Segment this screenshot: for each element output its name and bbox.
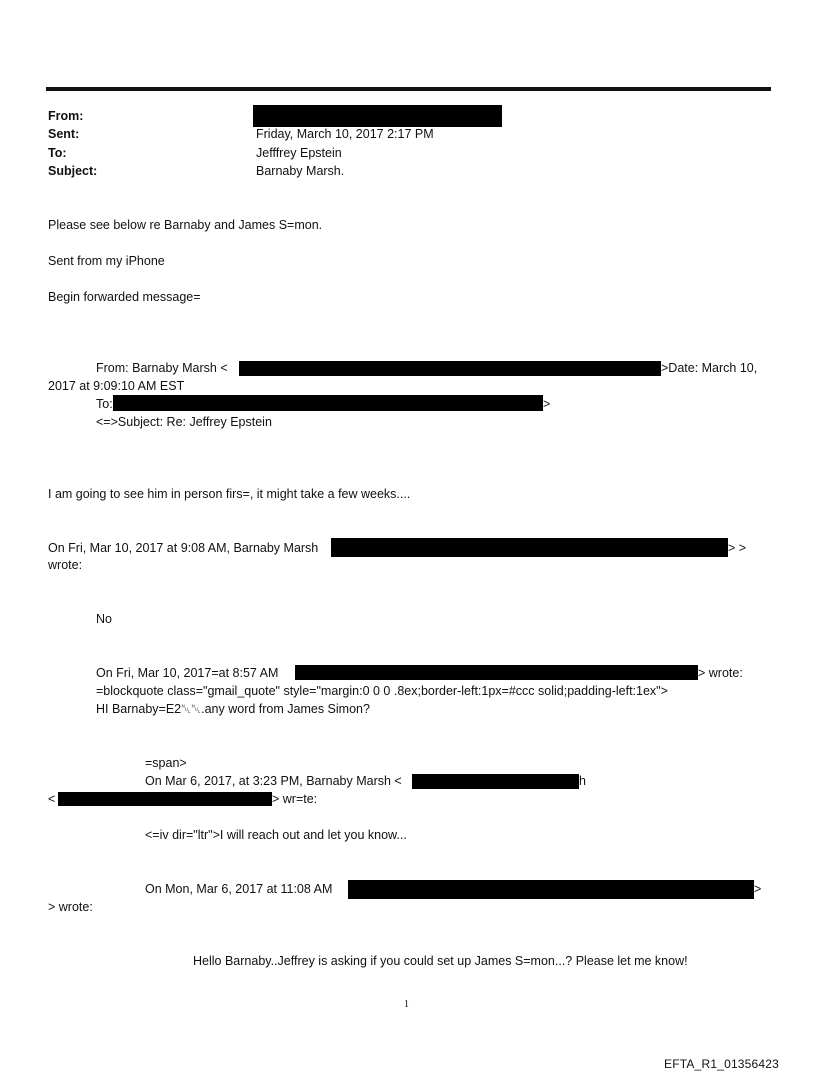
subject-value: Barnaby Marsh. bbox=[256, 164, 345, 178]
page-number: 1 bbox=[404, 999, 409, 1010]
quote1-tail: > > bbox=[728, 541, 747, 555]
reply-text: I am going to see him in person firs=, it might take a few weeks.... bbox=[48, 487, 411, 501]
redaction-quote4 bbox=[348, 880, 754, 899]
quote3-head: On Mar 6, 2017, at 3:23 PM, Barnaby Marsh < bbox=[145, 774, 402, 788]
fwd-to-suffix: > bbox=[543, 397, 551, 411]
header-rule bbox=[46, 87, 771, 91]
from-label: From: bbox=[48, 109, 84, 123]
quote2-head: On Fri, Mar 10, 2017=at 8:57 AM bbox=[96, 666, 279, 680]
sent-from-text: Sent from my iPhone bbox=[48, 254, 165, 268]
fwd-subject: <=>Subject: Re: Jeffrey Epstein bbox=[96, 415, 272, 429]
reach-out-line: <=iv dir="ltr">I will reach out and let you know... bbox=[145, 828, 407, 842]
quote4-tail: > bbox=[754, 882, 762, 896]
quote3-h: h bbox=[579, 774, 586, 788]
quote3-cont-suffix: > wr=te: bbox=[272, 792, 318, 806]
subject-label: Subject: bbox=[48, 164, 98, 178]
to-value: Jefffrey Epstein bbox=[256, 146, 342, 160]
redaction-quote2 bbox=[295, 665, 698, 680]
fwd-to-prefix: To: bbox=[96, 397, 113, 411]
span-line: =span> bbox=[145, 756, 187, 770]
blockquote-line: =blockquote class="gmail_quote" style="margin:0 0 0 .8ex;border-left:1px=#ccc solid;padding-left:1ex"> bbox=[96, 684, 668, 698]
redaction-quote3a bbox=[412, 774, 579, 789]
quote4-head: On Mon, Mar 6, 2017 at 11:08 AM bbox=[145, 882, 333, 896]
redaction-fwd-from bbox=[239, 361, 661, 376]
hello-line: Hello Barnaby..Jeffrey is asking if you could set up James S=mon...? Please let me know! bbox=[193, 954, 688, 968]
begin-forwarded-text: Begin forwarded message= bbox=[48, 290, 201, 304]
fwd-date-cont: 2017 at 9:09:10 AM EST bbox=[48, 379, 185, 393]
fwd-from-date: >Date: March 10, bbox=[661, 361, 758, 375]
hi-line: HI Barnaby=E2␀␀.any word from James Simon? bbox=[96, 702, 370, 716]
redaction-quote3b bbox=[58, 792, 272, 806]
to-label: To: bbox=[48, 146, 67, 160]
redaction-quote1 bbox=[331, 538, 728, 557]
intro-text: Please see below re Barnaby and James S=mon. bbox=[48, 218, 323, 232]
sent-value: Friday, March 10, 2017 2:17 PM bbox=[256, 127, 434, 141]
redaction-from bbox=[253, 105, 502, 127]
redaction-fwd-to bbox=[113, 395, 543, 411]
quote1-wrote: wrote: bbox=[48, 558, 83, 572]
sent-label: Sent: bbox=[48, 127, 80, 141]
no-text: No bbox=[96, 612, 112, 626]
quote2-tail: > wrote: bbox=[698, 666, 743, 680]
fwd-from-prefix: From: Barnaby Marsh < bbox=[96, 361, 228, 375]
quote3-cont-prefix: < bbox=[48, 792, 56, 806]
quote1-head: On Fri, Mar 10, 2017 at 9:08 AM, Barnaby Marsh bbox=[48, 541, 319, 555]
document-id-footer: EFTA_R1_01356423 bbox=[664, 1057, 780, 1071]
quote4-wrote: > wrote: bbox=[48, 900, 93, 914]
